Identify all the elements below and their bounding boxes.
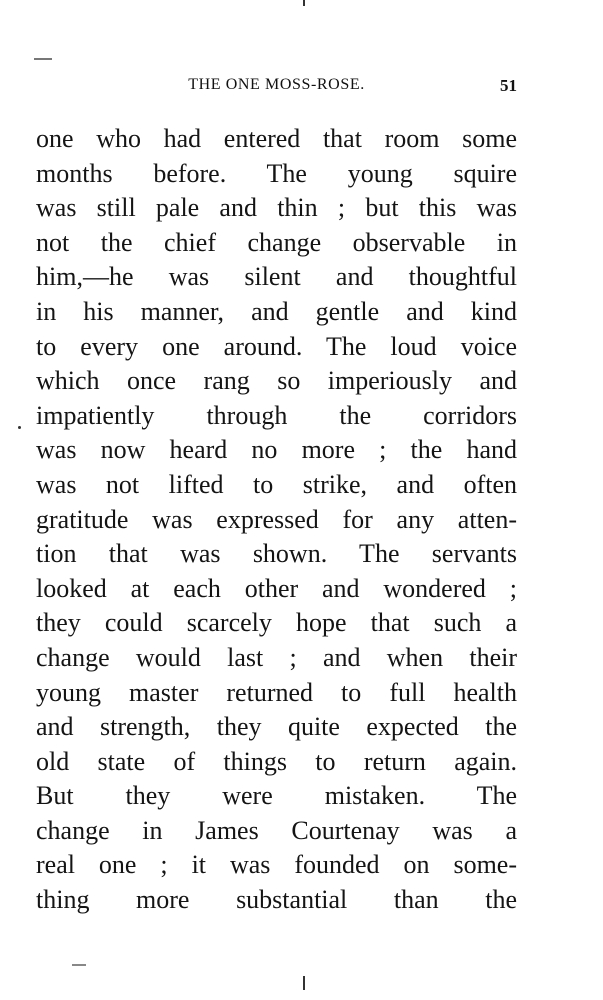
bottom-center-mark: [303, 976, 305, 990]
text-line: was now heard no more ; the hand: [36, 435, 517, 465]
text-line: which once rang so imperiously and: [36, 366, 517, 396]
text-line: young master returned to full health: [36, 677, 517, 707]
text-line: they could scarcely hope that such a: [36, 608, 517, 638]
text-line: But they were mistaken. The: [36, 781, 517, 811]
body-text: [36, 122, 517, 918]
text-line: old state of things to return again.: [36, 746, 517, 776]
page-number: 51: [500, 76, 517, 95]
text-line: in his manner, and gentle and kind: [36, 296, 517, 326]
corner-speck: [34, 58, 52, 60]
text-line: gratitude was expressed for any atten-: [36, 504, 517, 534]
text-line: and strength, they quite expected the: [36, 712, 517, 742]
text-line: tion that was shown. The servants: [36, 539, 517, 569]
text-line: change in James Courtenay was a: [36, 815, 517, 845]
running-title: THE ONE MOSS-ROSE.: [188, 76, 365, 93]
text-line: looked at each other and wondered ;: [36, 573, 517, 603]
text-line: him,—he was silent and thoughtful: [36, 262, 517, 292]
text-line: was not lifted to strike, and often: [36, 469, 517, 499]
text-line: real one ; it was founded on some-: [36, 850, 517, 880]
text-line: change would last ; and when their: [36, 642, 517, 672]
margin-speck: [18, 426, 21, 429]
text-line: to every one around. The loud voice: [36, 331, 517, 361]
text-line: was still pale and thin ; but this was: [36, 193, 517, 223]
page-header: [36, 76, 517, 100]
text-line: impatiently through the corridors: [36, 400, 517, 430]
bottom-edge-mark: [72, 964, 86, 966]
text-line: thing more substantial than the: [36, 885, 517, 915]
text-line: not the chief change observable in: [36, 227, 517, 257]
text-line: one who had entered that room some: [36, 124, 517, 153]
top-edge-mark: [303, 0, 305, 6]
text-line: months before. The young squire: [36, 158, 517, 188]
